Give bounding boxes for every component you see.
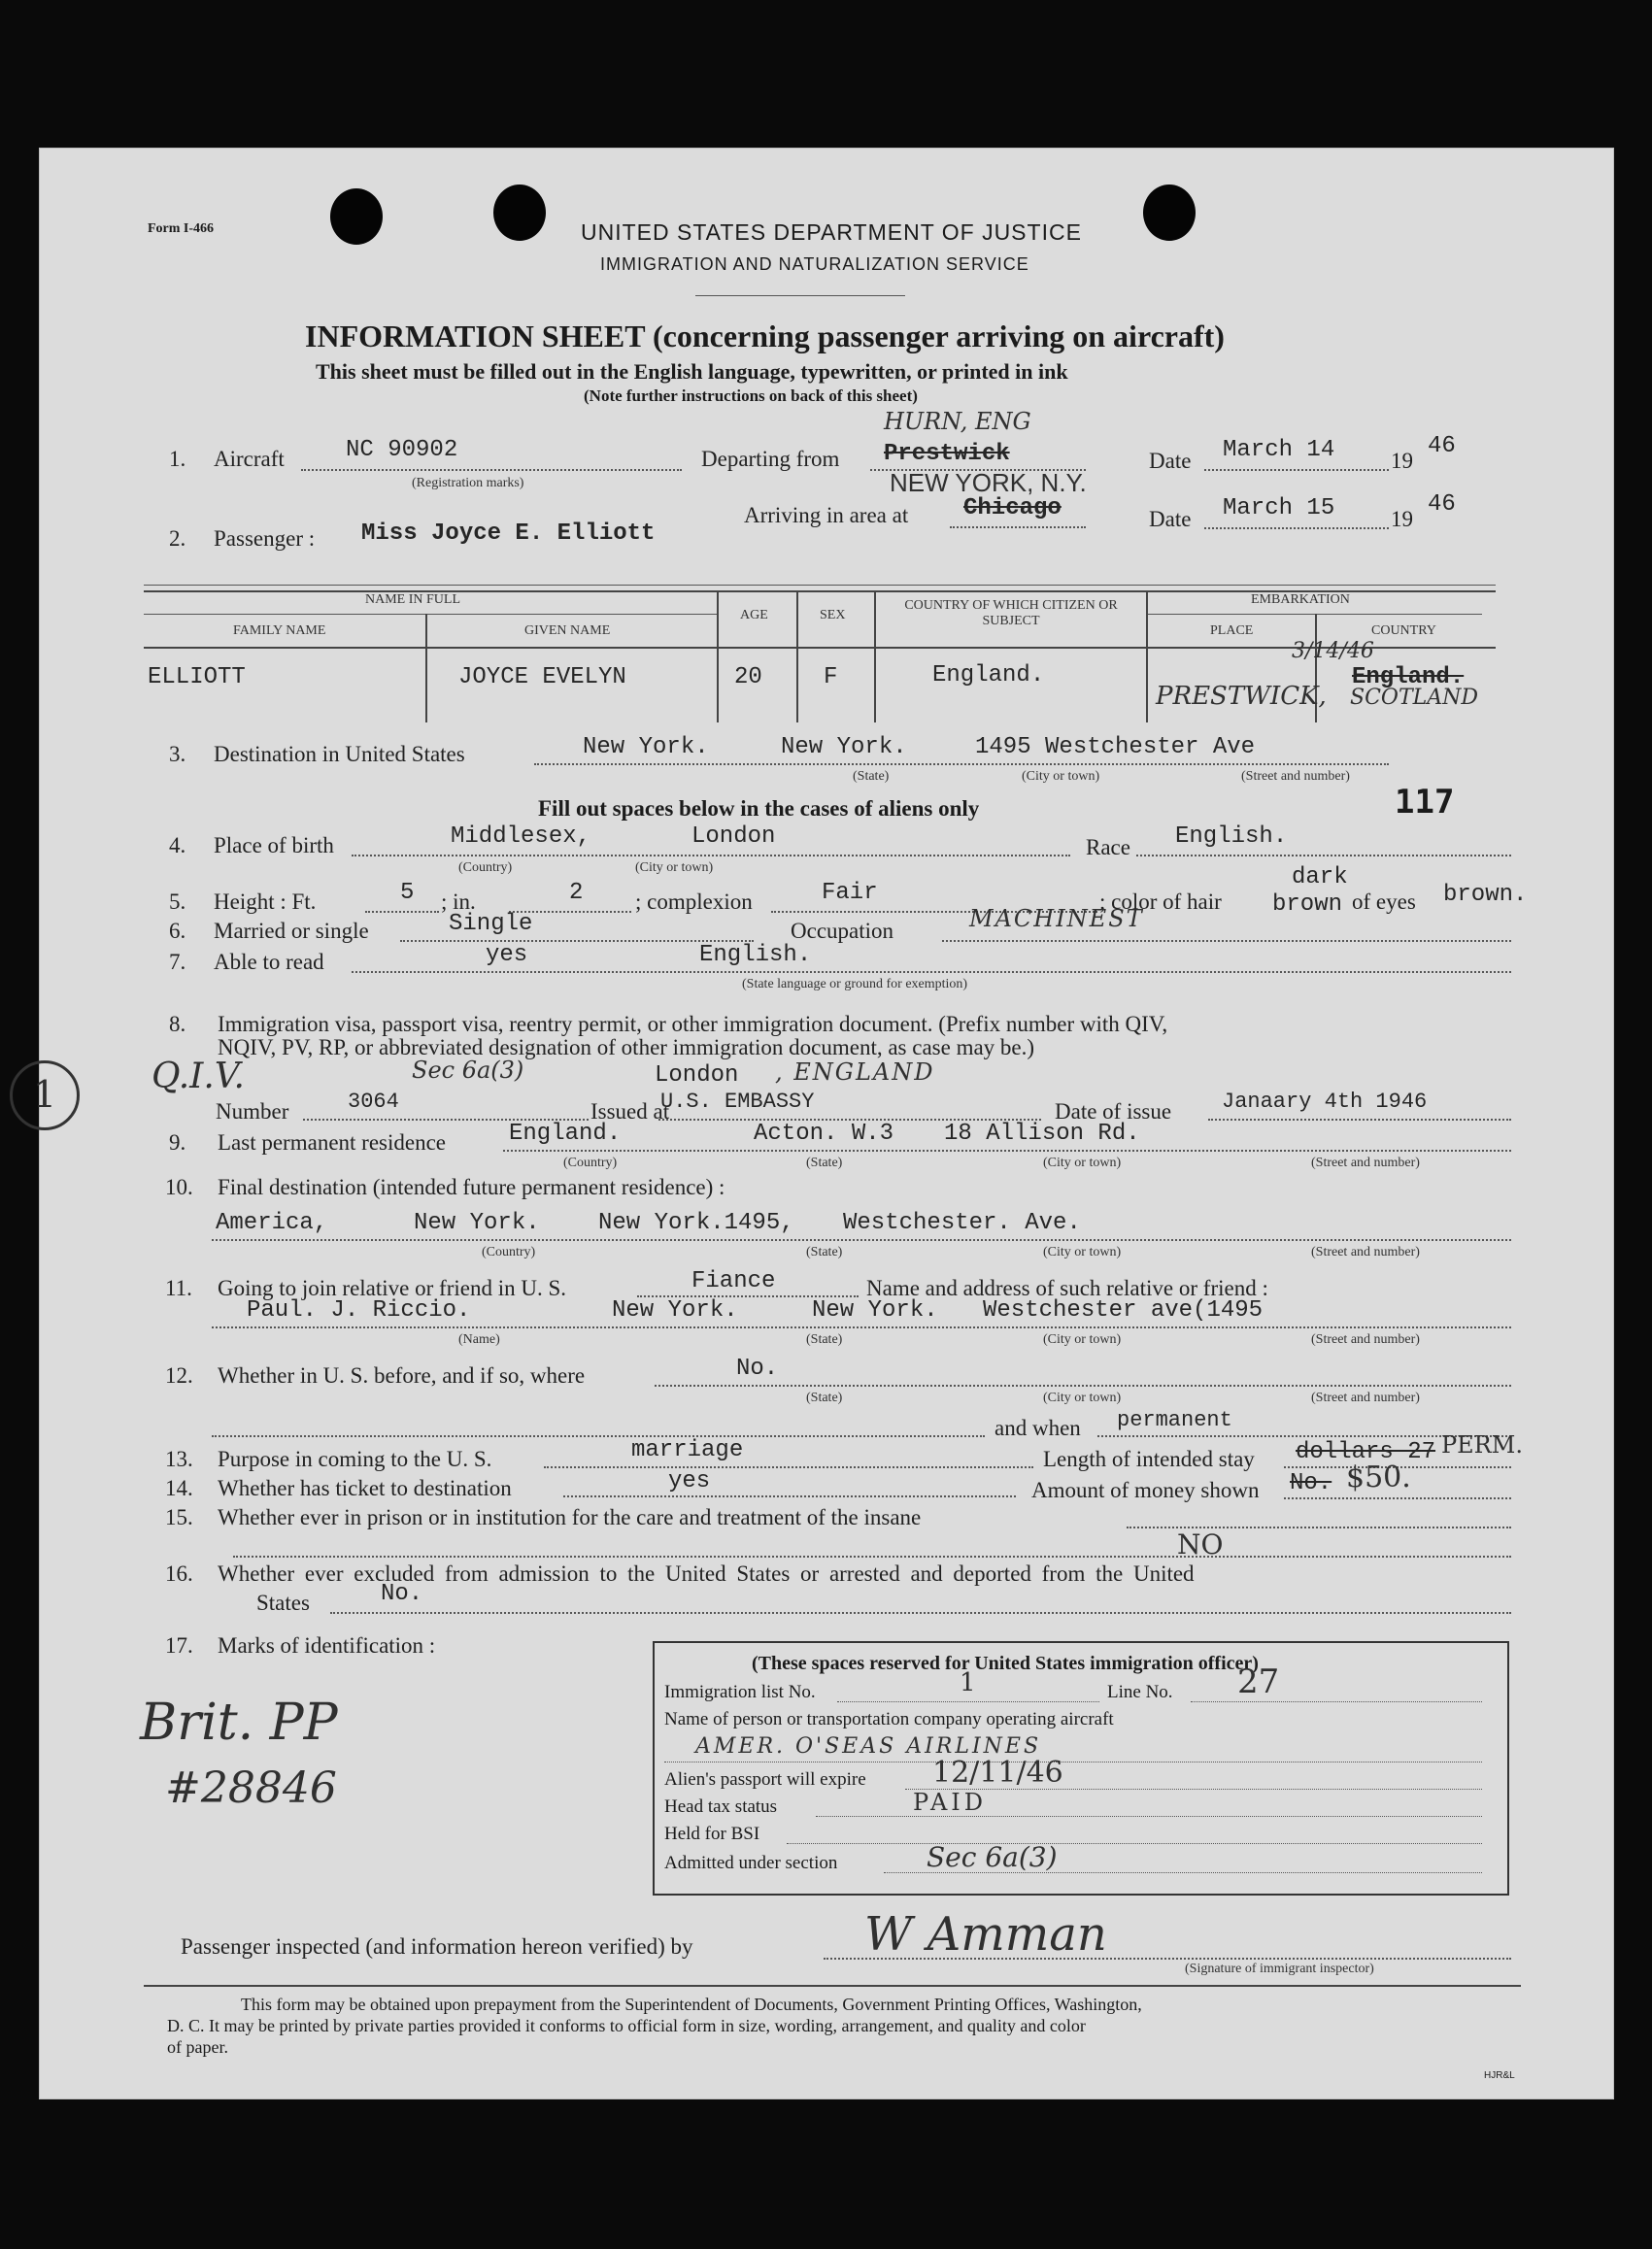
visa-london: London <box>655 1062 739 1089</box>
head-tax-value: PAID <box>913 1789 987 1816</box>
before-label: Whether in U. S. before, and if so, where <box>218 1363 586 1388</box>
fill-line <box>1284 1497 1511 1499</box>
caption-street: (Street and number) <box>1311 1245 1420 1259</box>
sheet-title: INFORMATION SHEET (concerning passenger arriving on aircraft) <box>305 319 1225 353</box>
complexion-label: ; complexion <box>635 890 753 914</box>
caption-country: (Country) <box>482 1245 536 1259</box>
col-place: PLACE <box>1210 623 1254 638</box>
join-street: Westchester ave(1495 <box>983 1297 1264 1324</box>
aircraft-label: Aircraft <box>214 447 285 471</box>
departing-typed: Prestwick <box>884 441 1010 467</box>
caption-city: (City or town) <box>1043 1156 1122 1170</box>
signature-caption: (Signature of immigrant inspector) <box>1185 1962 1374 1976</box>
eyes-label: of eyes <box>1352 890 1416 914</box>
height-ft: 5 <box>400 880 415 906</box>
identification-handwritten-1: Brit. PP <box>140 1694 338 1752</box>
col-emb-country: COUNTRY <box>1371 623 1436 638</box>
birthplace-label: Place of birth <box>214 833 334 857</box>
punch-hole <box>1143 185 1196 241</box>
embark-date-handwritten: 3/14/46 <box>1292 639 1374 663</box>
col-given-name: GIVEN NAME <box>524 623 611 638</box>
operator-label: Name of person or transportation company operating aircraft <box>664 1709 1114 1729</box>
country-value: England. <box>932 662 1045 688</box>
residence-street: 18 Allison Rd. <box>944 1121 1140 1147</box>
printer-code: HJR&L <box>1484 2070 1515 2081</box>
aliens-heading: Fill out spaces below in the cases of aliens only <box>538 796 980 821</box>
read-language: English. <box>699 942 812 968</box>
departing-label: Departing from <box>701 447 840 471</box>
residence-country: England. <box>509 1121 622 1147</box>
immigration-list-label: Immigration list No. <box>664 1682 816 1702</box>
family-name-value: ELLIOTT <box>148 664 246 690</box>
stay-typed: dollars 27 <box>1296 1439 1436 1465</box>
fill-line <box>503 1150 1511 1152</box>
admitted-section-value: Sec 6a(3) <box>927 1841 1058 1873</box>
excluded-text-2: States <box>256 1591 310 1615</box>
fill-line <box>942 940 1511 942</box>
final-street: Westchester. Ave. <box>843 1210 1081 1236</box>
departing-handwritten: HURN, ENG <box>884 408 1031 435</box>
fill-line <box>534 763 1389 765</box>
table-rule <box>425 614 427 722</box>
header-rule <box>695 295 905 296</box>
footer-text-2: D. C. It may be printed by private parties provided it conforms to official form in size, wording, arrangement, and quality and color <box>167 2016 1086 2035</box>
col-age: AGE <box>740 608 768 622</box>
destination-street: 1495 Westchester Ave <box>975 734 1256 760</box>
race-value: English. <box>1175 823 1288 850</box>
held-bsi-label: Held for BSI <box>664 1824 760 1844</box>
footer-rule <box>144 1985 1521 1987</box>
caption-city: (City or town) <box>1043 1391 1122 1405</box>
caption-country: (Country) <box>563 1156 618 1170</box>
officer-box-heading: (These spaces reserved for United States immigration officer) <box>752 1653 1259 1674</box>
excluded-value: No. <box>381 1581 423 1607</box>
fill-line <box>816 1816 1482 1817</box>
final-country: America, <box>216 1210 328 1236</box>
fill-line <box>233 1556 1511 1558</box>
visa-text-1: Immigration visa, passport visa, reentry permit, or other immigration document. (Prefix number with QIV, <box>218 1012 1168 1036</box>
passenger-value: Miss Joyce E. Elliott <box>361 520 656 547</box>
final-city: New York.1495, <box>598 1210 794 1236</box>
footer-text-3: of paper. <box>167 2037 228 2057</box>
fill-line <box>905 1789 1482 1790</box>
residence-label: Last permanent residence <box>218 1130 446 1155</box>
visa-section-handwritten: Sec 6a(3) <box>412 1057 524 1084</box>
fill-line <box>1204 527 1389 529</box>
table-rule <box>874 590 876 722</box>
item-number: 5. <box>169 890 186 914</box>
fill-line <box>1136 855 1511 856</box>
item-number: 1. <box>169 447 186 471</box>
birth-country: Middlesex, <box>451 823 591 850</box>
hair-line2: brown <box>1272 891 1343 918</box>
line-no-value: 27 <box>1237 1662 1280 1701</box>
item-number: 10. <box>165 1175 193 1199</box>
caption-country: (Country) <box>458 860 513 875</box>
immigration-list-value: 1 <box>960 1668 976 1697</box>
fill-line <box>787 1843 1482 1844</box>
fill-line <box>655 1385 1511 1387</box>
given-name-value: JOYCE EVELYN <box>458 664 626 690</box>
col-sex: SEX <box>820 608 846 622</box>
embark-place-handwritten: PRESTWICK, <box>1156 682 1327 711</box>
caption-street: (Street and number) <box>1241 769 1350 784</box>
passport-value: 12/11/46 <box>932 1756 1063 1790</box>
arriving-label: Arriving in area at <box>744 503 909 527</box>
item-number: 3. <box>169 742 186 766</box>
arrive-date-label: Date <box>1149 507 1192 531</box>
join-city: New York. <box>812 1297 938 1324</box>
department-title: UNITED STATES DEPARTMENT OF JUSTICE <box>581 219 1082 245</box>
admitted-section-label: Admitted under section <box>664 1853 838 1873</box>
passport-label: Alien's passport will expire <box>664 1769 866 1790</box>
before-value: No. <box>736 1356 779 1382</box>
col-family-name: FAMILY NAME <box>233 623 326 638</box>
table-rule <box>144 614 717 615</box>
occupation-label: Occupation <box>791 919 894 943</box>
visa-number: 3064 <box>348 1090 399 1114</box>
residence-state: Acton. W.3 <box>754 1121 894 1147</box>
fill-line <box>301 469 682 471</box>
table-rule <box>1146 590 1148 722</box>
race-label: Race <box>1086 835 1130 859</box>
join-name: Paul. J. Riccio. <box>247 1297 471 1324</box>
caption-street: (Street and number) <box>1311 1156 1420 1170</box>
item-number: 15. <box>165 1505 193 1529</box>
caption-city: (City or town) <box>635 860 714 875</box>
ticket-label: Whether has ticket to destination <box>218 1476 512 1500</box>
fill-line <box>1191 1701 1482 1702</box>
embark-country-typed: England. <box>1352 664 1465 690</box>
caption-state: (State) <box>806 1391 843 1405</box>
circled-annotation: 1 <box>10 1060 80 1130</box>
stay-label: Length of intended stay <box>1043 1447 1255 1471</box>
item-number: 2. <box>169 526 186 551</box>
eyes-value: brown. <box>1443 882 1528 908</box>
visa-text-2: NQIV, PV, RP, or abbreviated designation of other immigration document, as case may be.) <box>218 1035 1035 1059</box>
money-typed: No. <box>1290 1470 1332 1496</box>
fill-line <box>1208 1119 1511 1121</box>
caption-street: (Street and number) <box>1311 1332 1420 1347</box>
caption-state: (State) <box>853 769 890 784</box>
issued-at-label: Issued at <box>590 1099 670 1124</box>
height-ft-label: Height : Ft. <box>214 890 317 914</box>
stay-handwritten: PERM. <box>1441 1431 1523 1459</box>
col-country: COUNTRY OF WHICH CITIZEN OR SUBJECT <box>904 598 1118 628</box>
arriving-handwritten: NEW YORK, N.Y. <box>890 468 1087 497</box>
arriving-typed: Chicago <box>963 495 1062 521</box>
table-rule <box>717 590 719 722</box>
fill-line <box>837 1701 1099 1702</box>
head-tax-label: Head tax status <box>664 1796 778 1817</box>
destination-label: Destination in United States <box>214 742 465 766</box>
registration-caption: (Registration marks) <box>412 476 524 490</box>
join-relation: Fiance <box>691 1268 776 1294</box>
money-handwritten: $50. <box>1346 1460 1411 1494</box>
hair-line1: dark <box>1292 864 1348 890</box>
item-number: 9. <box>169 1130 186 1155</box>
fill-line <box>330 1612 1511 1614</box>
stamp-number: 117 <box>1395 783 1455 822</box>
join-state: New York. <box>612 1297 738 1324</box>
money-label: Amount of money shown <box>1031 1478 1260 1502</box>
sheet-note: (Note further instructions on back of this sheet) <box>584 386 918 405</box>
col-name-in-full: NAME IN FULL <box>365 592 460 607</box>
fill-line <box>563 1495 1016 1497</box>
inspected-label: Passenger inspected (and information hereon verified) by <box>181 1934 693 1959</box>
purpose-value: marriage <box>631 1437 744 1463</box>
issue-date-value: Janaary 4th 1946 <box>1222 1090 1428 1114</box>
fill-line <box>1204 469 1389 471</box>
hair-label: ; color of hair <box>1099 890 1222 914</box>
arrive-date: March 15 <box>1223 495 1335 521</box>
depart-date-label: Date <box>1149 449 1192 473</box>
join-name-label: Name and address of such relative or friend : <box>866 1276 1268 1300</box>
form-number: Form I-466 <box>148 221 215 236</box>
depart-date: March 14 <box>1223 437 1335 463</box>
identification-handwritten-2: #28846 <box>165 1763 337 1813</box>
visa-type-handwritten: Q.I.V. <box>152 1057 245 1096</box>
inspector-signature: W Amman <box>864 1907 1107 1962</box>
issued-at-value: U.S. EMBASSY <box>660 1090 815 1114</box>
aircraft-value: NC 90902 <box>346 437 458 463</box>
age-value: 20 <box>734 664 762 690</box>
fill-line <box>352 855 1070 856</box>
item-number: 13. <box>165 1447 193 1471</box>
service-title: IMMIGRATION AND NATURALIZATION SERVICE <box>600 254 1029 274</box>
footer-text-1: This form may be obtained upon prepayment from the Superintendent of Documents, Government Printing Offices, Washington, <box>241 1995 1142 2014</box>
language-caption: (State language or ground for exemption) <box>742 977 968 991</box>
operator-value: AMER. O'SEAS AIRLINES <box>695 1734 1042 1759</box>
line-no-label: Line No. <box>1107 1682 1173 1702</box>
item-number: 7. <box>169 950 186 974</box>
caption-name: (Name) <box>458 1332 500 1347</box>
fill-line <box>544 1466 1033 1468</box>
item-number: 16. <box>165 1561 193 1586</box>
complexion-value: Fair <box>822 880 878 906</box>
passenger-label: Passenger : <box>214 526 316 551</box>
prison-label: Whether ever in prison or in institution for the care and treatment of the insane <box>218 1505 922 1529</box>
year-prefix: 19 <box>1391 449 1413 473</box>
when-value: permanent <box>1117 1408 1232 1432</box>
item-number: 17. <box>165 1633 193 1658</box>
fill-line <box>884 1872 1482 1873</box>
table-border <box>144 585 1496 586</box>
ticket-value: yes <box>668 1468 711 1494</box>
fill-line <box>824 1958 1511 1960</box>
col-embarkation: EMBARKATION <box>1251 592 1350 607</box>
birth-city: London <box>691 823 776 850</box>
item-number: 11. <box>165 1276 192 1300</box>
fill-line <box>212 1239 1511 1241</box>
arrive-year: 46 <box>1428 491 1456 518</box>
fill-line <box>950 526 1086 528</box>
punch-hole <box>493 185 546 241</box>
destination-state: New York. <box>583 734 709 760</box>
caption-city: (City or town) <box>1043 1332 1122 1347</box>
marital-label: Married or single <box>214 919 369 943</box>
item-number: 6. <box>169 919 186 943</box>
punch-hole <box>330 188 383 245</box>
height-in-label: ; in. <box>441 890 476 914</box>
prison-handwritten: NO <box>1177 1528 1224 1561</box>
occupation-handwritten: MACHINEST <box>969 905 1144 932</box>
fill-line <box>365 911 439 913</box>
embark-country-handwritten: SCOTLAND <box>1350 686 1478 710</box>
form-sheet <box>32 148 1614 2099</box>
item-number: 12. <box>165 1363 193 1388</box>
caption-state: (State) <box>806 1156 843 1170</box>
depart-year: 46 <box>1428 433 1456 459</box>
issue-date-label: Date of issue <box>1055 1099 1172 1124</box>
fill-line <box>212 1326 1511 1328</box>
sheet-subtitle: This sheet must be filled out in the English language, typewritten, or printed in ink <box>316 359 1068 384</box>
table-rule <box>796 590 798 722</box>
item-number: 14. <box>165 1476 193 1500</box>
item-number: 4. <box>169 833 186 857</box>
caption-state: (State) <box>806 1245 843 1259</box>
caption-city: (City or town) <box>1022 769 1100 784</box>
table-rule <box>1146 614 1482 615</box>
final-destination-label: Final destination (intended future permanent residence) : <box>218 1175 725 1199</box>
when-label: and when <box>995 1416 1081 1440</box>
destination-city: New York. <box>781 734 907 760</box>
read-label: Able to read <box>214 950 324 974</box>
caption-city: (City or town) <box>1043 1245 1122 1259</box>
fill-line <box>212 1435 985 1437</box>
sex-value: F <box>824 664 838 690</box>
fill-line <box>352 971 1511 973</box>
caption-street: (Street and number) <box>1311 1391 1420 1405</box>
visa-england-handwritten: , ENGLAND <box>775 1058 935 1086</box>
height-in: 2 <box>569 880 584 906</box>
purpose-label: Purpose in coming to the U. S. <box>218 1447 492 1471</box>
identification-label: Marks of identification : <box>218 1633 436 1658</box>
final-state: New York. <box>414 1210 540 1236</box>
year-prefix: 19 <box>1391 507 1413 531</box>
read-value: yes <box>486 942 528 968</box>
item-number: 8. <box>169 1012 186 1036</box>
excluded-text-1: Whether ever excluded from admission to the United States or arrested and deported from the United <box>218 1561 1195 1586</box>
join-label: Going to join relative or friend in U. S. <box>218 1276 566 1300</box>
caption-state: (State) <box>806 1332 843 1347</box>
visa-number-label: Number <box>216 1099 289 1124</box>
marital-value: Single <box>449 911 533 937</box>
